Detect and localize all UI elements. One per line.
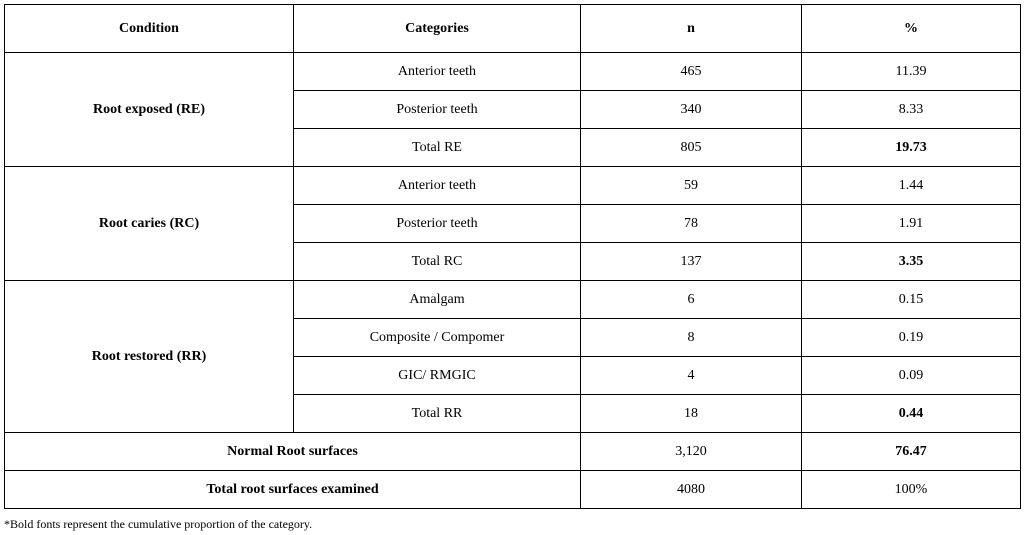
condition-cell: Root caries (RC) [5,167,294,281]
table-header-row [5,5,1021,53]
table-row [5,53,1021,91]
percent-cell: 8.33 [802,91,1021,129]
percent-cell-total: 19.73 [802,129,1021,167]
condition-cell: Root exposed (RE) [5,53,294,167]
percent-cell-total: 3.35 [802,243,1021,281]
n-cell: 59 [581,167,802,205]
percent-cell: 11.39 [802,53,1021,91]
percent-cell: 1.44 [802,167,1021,205]
root-surface-table [4,4,1021,509]
percent-cell: 0.09 [802,357,1021,395]
percent-cell-total: 76.47 [802,433,1021,471]
table-row [5,281,1021,319]
n-cell: 3,120 [581,433,802,471]
n-cell: 6 [581,281,802,319]
category-cell: Total RC [294,243,581,281]
header-categories: Categories [294,5,581,53]
summary-row-normal [5,433,1021,471]
category-cell: Total RR [294,395,581,433]
percent-cell: 0.19 [802,319,1021,357]
n-cell: 340 [581,91,802,129]
summary-row-total [5,471,1021,509]
table-row [5,167,1021,205]
header-percent: % [802,5,1021,53]
percent-cell: 1.91 [802,205,1021,243]
summary-label: Normal Root surfaces [5,433,581,471]
percent-cell: 0.15 [802,281,1021,319]
category-cell: Anterior teeth [294,53,581,91]
n-cell: 4 [581,357,802,395]
n-cell: 805 [581,129,802,167]
category-cell: Posterior teeth [294,205,581,243]
n-cell: 4080 [581,471,802,509]
category-cell: Posterior teeth [294,91,581,129]
n-cell: 18 [581,395,802,433]
category-cell: Composite / Compomer [294,319,581,357]
percent-cell: 100% [802,471,1021,509]
category-cell: Total RE [294,129,581,167]
n-cell: 137 [581,243,802,281]
percent-cell-total: 0.44 [802,395,1021,433]
header-condition: Condition [5,5,294,53]
header-n: n [581,5,802,53]
category-cell: Amalgam [294,281,581,319]
condition-cell: Root restored (RR) [5,281,294,433]
n-cell: 465 [581,53,802,91]
n-cell: 78 [581,205,802,243]
category-cell: GIC/ RMGIC [294,357,581,395]
n-cell: 8 [581,319,802,357]
category-cell: Anterior teeth [294,167,581,205]
summary-label: Total root surfaces examined [5,471,581,509]
table-footnote: *Bold fonts represent the cumulative proportion of the category. [4,517,313,531]
